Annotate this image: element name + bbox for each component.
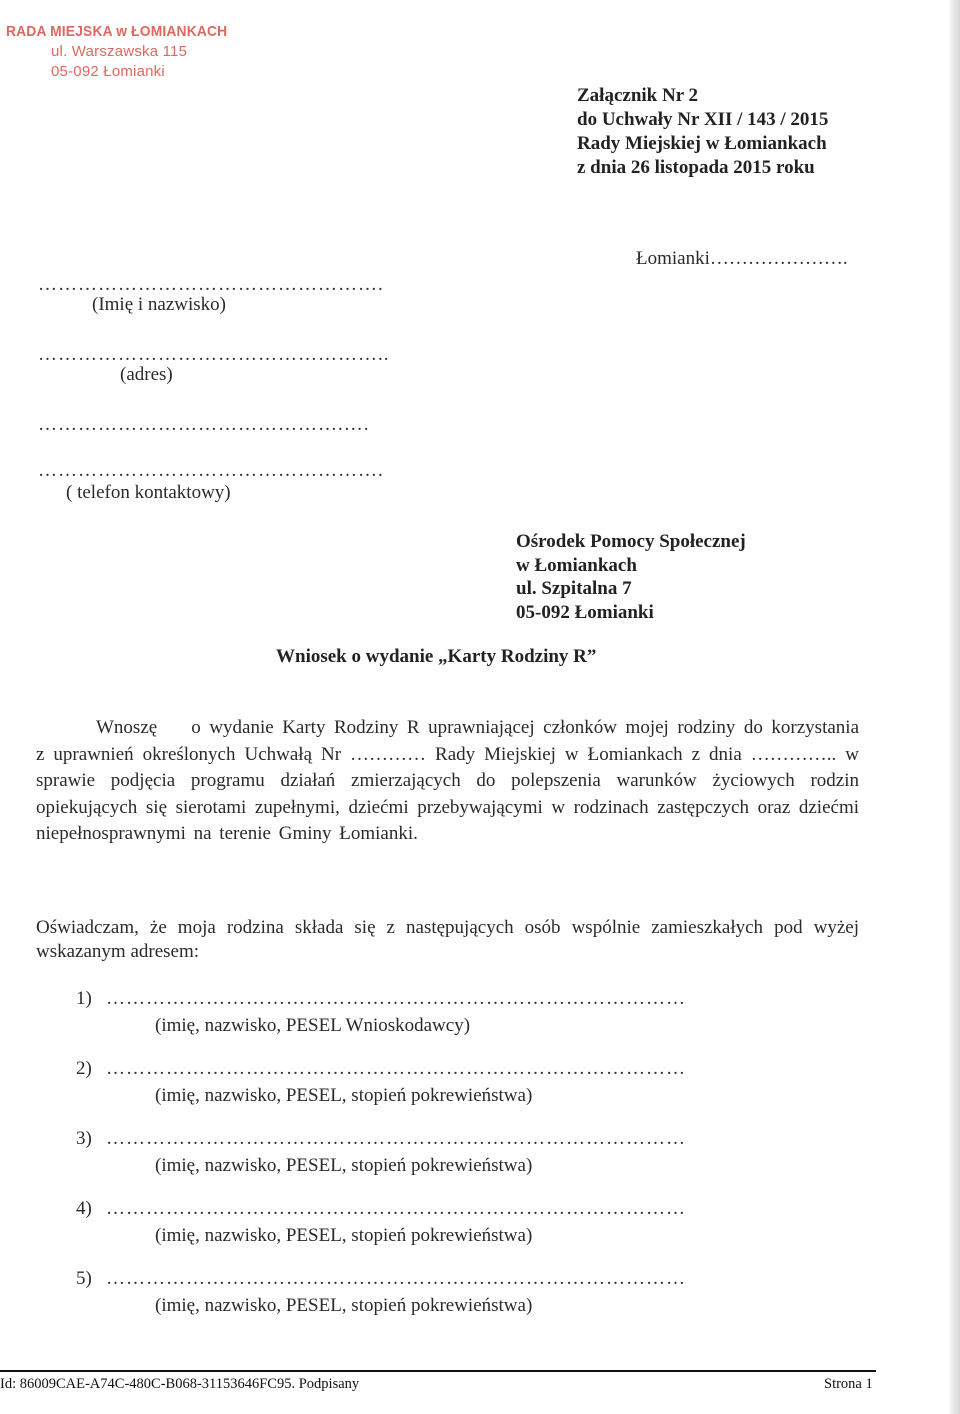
applicant-address-dots: …………………………………………….. <box>38 344 390 365</box>
annex-line-3: Rady Miejskiej w Łomiankach <box>577 133 827 154</box>
family-member-5 <box>76 1268 686 1316</box>
annex-line-2: do Uchwały Nr XII / 143 / 2015 <box>577 109 829 130</box>
member-caption: (imię, nazwisko, PESEL, stopień pokrewieństwa) <box>155 1225 533 1246</box>
member-number: 3) <box>76 1128 92 1149</box>
member-dots: …………………………………………………………………………… <box>106 1058 686 1079</box>
member-dots: …………………………………………………………………………… <box>106 1198 686 1219</box>
member-dots: …………………………………………………………………………… <box>106 1268 686 1289</box>
council-stamp <box>6 22 247 82</box>
applicant-address2-dots: ……………………………………….…. <box>38 414 370 435</box>
member-caption: (imię, nazwisko, PESEL, stopień pokrewieństwa) <box>155 1155 533 1176</box>
member-dots: …………………………………………………………………………… <box>106 1128 686 1149</box>
request-paragraph-start: Wnoszę <box>96 717 158 738</box>
request-paragraph <box>36 715 859 848</box>
annex-line-1: Załącznik Nr 2 <box>577 85 699 106</box>
member-caption: (imię, nazwisko, PESEL Wnioskodawcy) <box>155 1015 471 1036</box>
family-member-4 <box>76 1198 686 1246</box>
applicant-name-caption: (Imię i nazwisko) <box>92 294 227 315</box>
place-date-field: Łomianki…………………. <box>636 248 848 269</box>
footer-document-id: Id: 86009CAE-A74C-480C-B068-31153646FC95. Podpisany <box>0 1376 360 1392</box>
annex-header <box>577 84 828 180</box>
member-dots: …………………………………………………………………………… <box>106 988 686 1009</box>
applicant-address2-field <box>38 414 370 436</box>
document-title: Wniosek o wydanie „Karty Rodziny R” <box>276 646 597 667</box>
recipient-address <box>516 530 746 624</box>
stamp-line-3: 05-092 Łomianki <box>51 63 165 80</box>
member-caption: (imię, nazwisko, PESEL, stopień pokrewieństwa) <box>155 1295 533 1316</box>
request-paragraph-text: o wydanie Karty Rodziny R uprawniającej członków mojej rodziny do korzystania z uprawnień określonych Uchwałą Nr ………… Rady Miejskiej w Łomiankach z dnia ………….. w sprawie podjęcia programu działań zmierzających do polepszenia warunków życiowych rodzin opiekujących się sierotami zupełnymi, dziećmi przebywającymi w rodzinach zastępczych oraz dziećmi niepełnosprawnymi na terenie Gminy Łomianki. <box>36 717 859 844</box>
stamp-line-1: RADA MIEJSKA w ŁOMIANKACH <box>6 23 228 40</box>
family-member-3 <box>76 1128 686 1176</box>
footer-divider <box>0 1370 876 1372</box>
footer-page-number: Strona 1 <box>824 1376 873 1392</box>
stamp-line-2: ul. Warszawska 115 <box>51 43 188 60</box>
recipient-line-4: 05-092 Łomianki <box>516 601 654 623</box>
applicant-phone-dots: ……………………………………………. <box>38 460 384 481</box>
recipient-line-1: Ośrodek Pomocy Społecznej <box>516 531 746 552</box>
family-member-2 <box>76 1058 686 1106</box>
applicant-phone-caption: ( telefon kontaktowy) <box>66 482 231 503</box>
applicant-address-field <box>38 344 390 385</box>
member-number: 1) <box>76 988 92 1009</box>
annex-line-4: z dnia 26 listopada 2015 roku <box>577 157 815 178</box>
member-caption: (imię, nazwisko, PESEL, stopień pokrewieństwa) <box>155 1085 533 1106</box>
declaration-paragraph: Oświadczam, że moja rodzina składa się z następujących osób wspólnie zamieszkałych pod wyżej wskazanym adresem: <box>36 917 859 962</box>
recipient-line-2: w Łomiankach <box>516 554 637 576</box>
recipient-line-3: ul. Szpitalna 7 <box>516 578 632 599</box>
scan-edge <box>950 0 960 1414</box>
applicant-phone-field <box>38 460 384 503</box>
member-number: 2) <box>76 1058 92 1079</box>
family-member-1 <box>76 988 686 1036</box>
applicant-name-field <box>38 274 384 315</box>
applicant-address-caption: (adres) <box>120 364 173 385</box>
member-number: 5) <box>76 1268 92 1289</box>
applicant-name-dots: ……………………………………………. <box>38 274 384 295</box>
member-number: 4) <box>76 1198 92 1219</box>
